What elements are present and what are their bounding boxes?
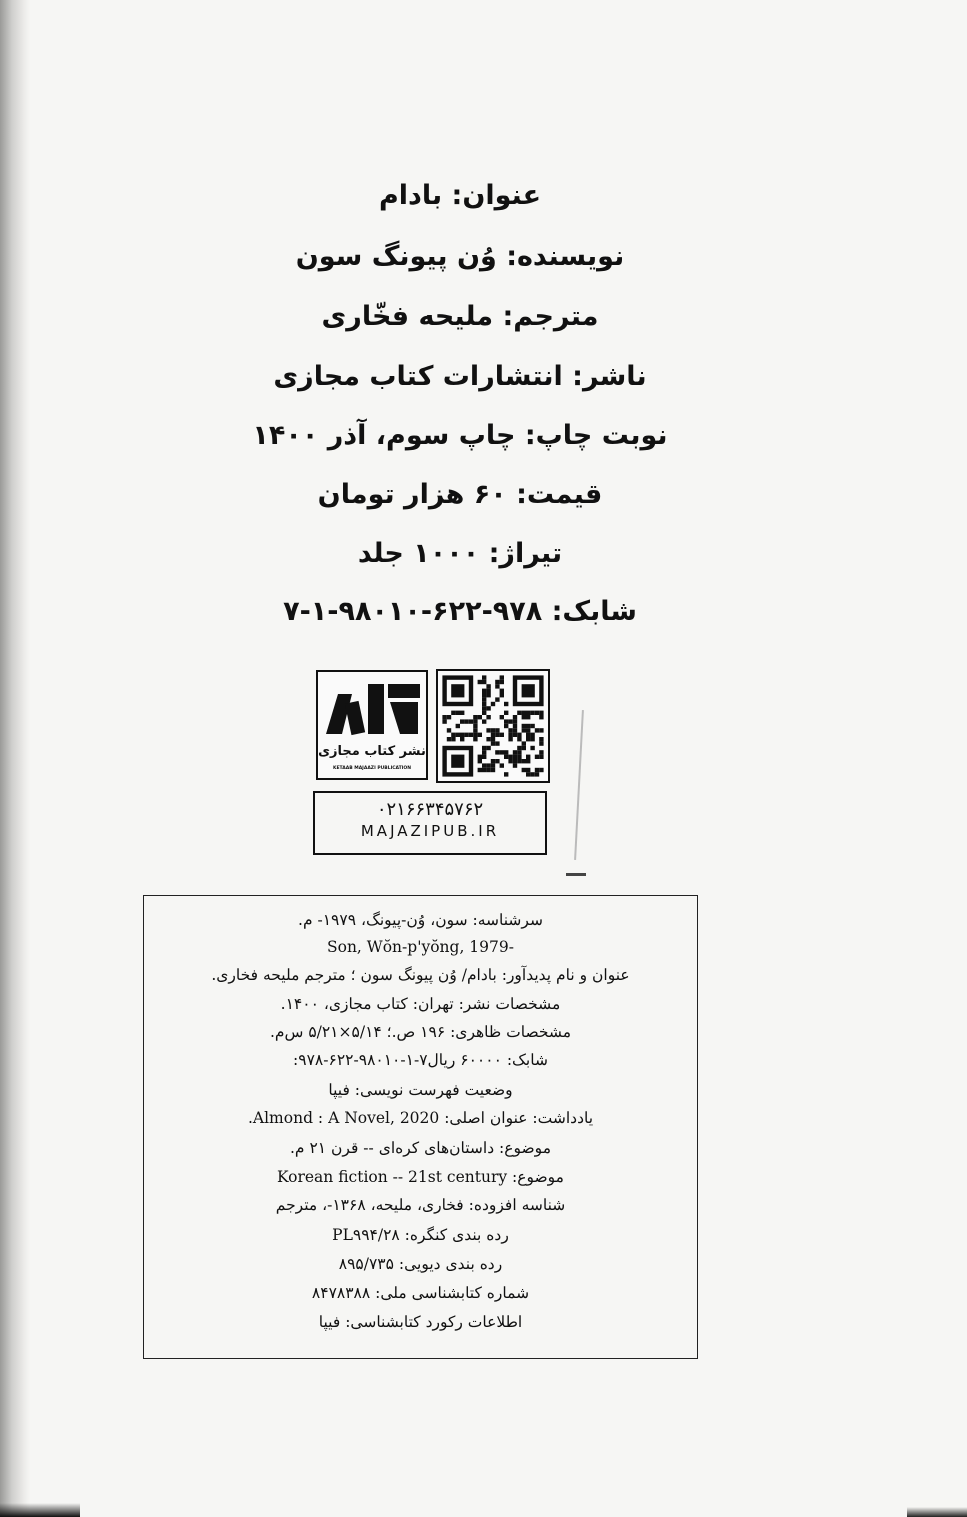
catalog-line: سرشناسه: سون، وُن-پیونگ، ۱۹۷۹- م.: [298, 911, 543, 929]
catalog-line: مشخصات نشر: تهران: کتاب مجازی، ۱۴۰۰.: [280, 995, 561, 1013]
cataloging-in-publication-box: [143, 895, 698, 1359]
catalog-line: وضعیت فهرست نویسی: فیپا: [328, 1081, 513, 1099]
catalog-line: موضوع: داستان‌های کره‌ای -- قرن ۲۱ م.: [289, 1139, 551, 1157]
price-line: قیمت: ۶۰ هزار تومان: [317, 479, 603, 510]
phone-number: ۰۲۱۶۶۳۴۵۷۶۲: [376, 799, 484, 820]
qr-code: [436, 669, 550, 783]
catalog-line: رده بندی کنگره: PL۹۹۴/۲۸: [332, 1226, 509, 1244]
author-line: نویسنده: وُن پیونگ سون: [295, 241, 625, 272]
page-shadow: [0, 1503, 80, 1517]
page-shadow: [907, 1507, 967, 1517]
scan-mark: [574, 710, 584, 860]
catalog-line: رده بندی دیویی: ۸۹۵/۷۳۵: [338, 1255, 503, 1273]
website: MAJAZIPUB.IR: [360, 822, 500, 840]
catalog-line: شناسه افزوده: فخاری، ملیحه، ۱۳۶۸-، مترجم: [275, 1196, 566, 1214]
isbn-line: شابک: ۹۷۸-۶۲۲-۹۸۰۱۰-۱-۷: [283, 596, 637, 627]
catalog-line: مشخصات ظاهری: ۱۹۶ ص.؛ ۵/۱۴×۵/۲۱ س‌م.: [269, 1023, 572, 1041]
catalog-line: اطلاعات رکورد کتابشناسی: فیپا: [318, 1313, 523, 1331]
print-run-line: تیراژ: ۱۰۰۰ جلد: [357, 538, 563, 569]
publisher-logo: [316, 670, 428, 780]
scan-mark: [566, 873, 586, 876]
catalog-line: یادداشت: عنوان اصلی: Almond : A Novel, 2020.: [247, 1109, 594, 1127]
catalog-line: شماره کتابشناسی ملی: ۸۴۷۸۳۸۸: [311, 1284, 530, 1302]
catalog-line: شابک: ۶۰۰۰۰ ریال۷-۱-۹۸۰۱۰-۶۲۲-۹۷۸:: [293, 1051, 548, 1069]
catalog-line: Son, Wŏn-p'yŏng, 1979-: [327, 938, 514, 956]
edition-line: نوبت چاپ: چاپ سوم، آذر ۱۴۰۰: [252, 420, 668, 451]
translator-line: مترجم: ملیحه فخّاری: [321, 301, 599, 332]
logo-name-en: KETAAB MAJAAZI PUBLICATION: [332, 766, 412, 771]
publisher-line: ناشر: انتشارات کتاب مجازی: [273, 361, 647, 392]
title-line: عنوان: بادام: [378, 180, 542, 211]
contact-box: [313, 791, 547, 855]
catalog-line: موضوع: Korean fiction -- 21st century: [276, 1168, 564, 1186]
page-binding-edge: [0, 0, 30, 1517]
catalog-line: عنوان و نام پدیدآور: بادام/ وُن پیونگ سون ؛ مترجم ملیحه فخاری.: [211, 966, 630, 984]
logo-name-fa: نشر کتاب مجازی: [318, 744, 426, 759]
